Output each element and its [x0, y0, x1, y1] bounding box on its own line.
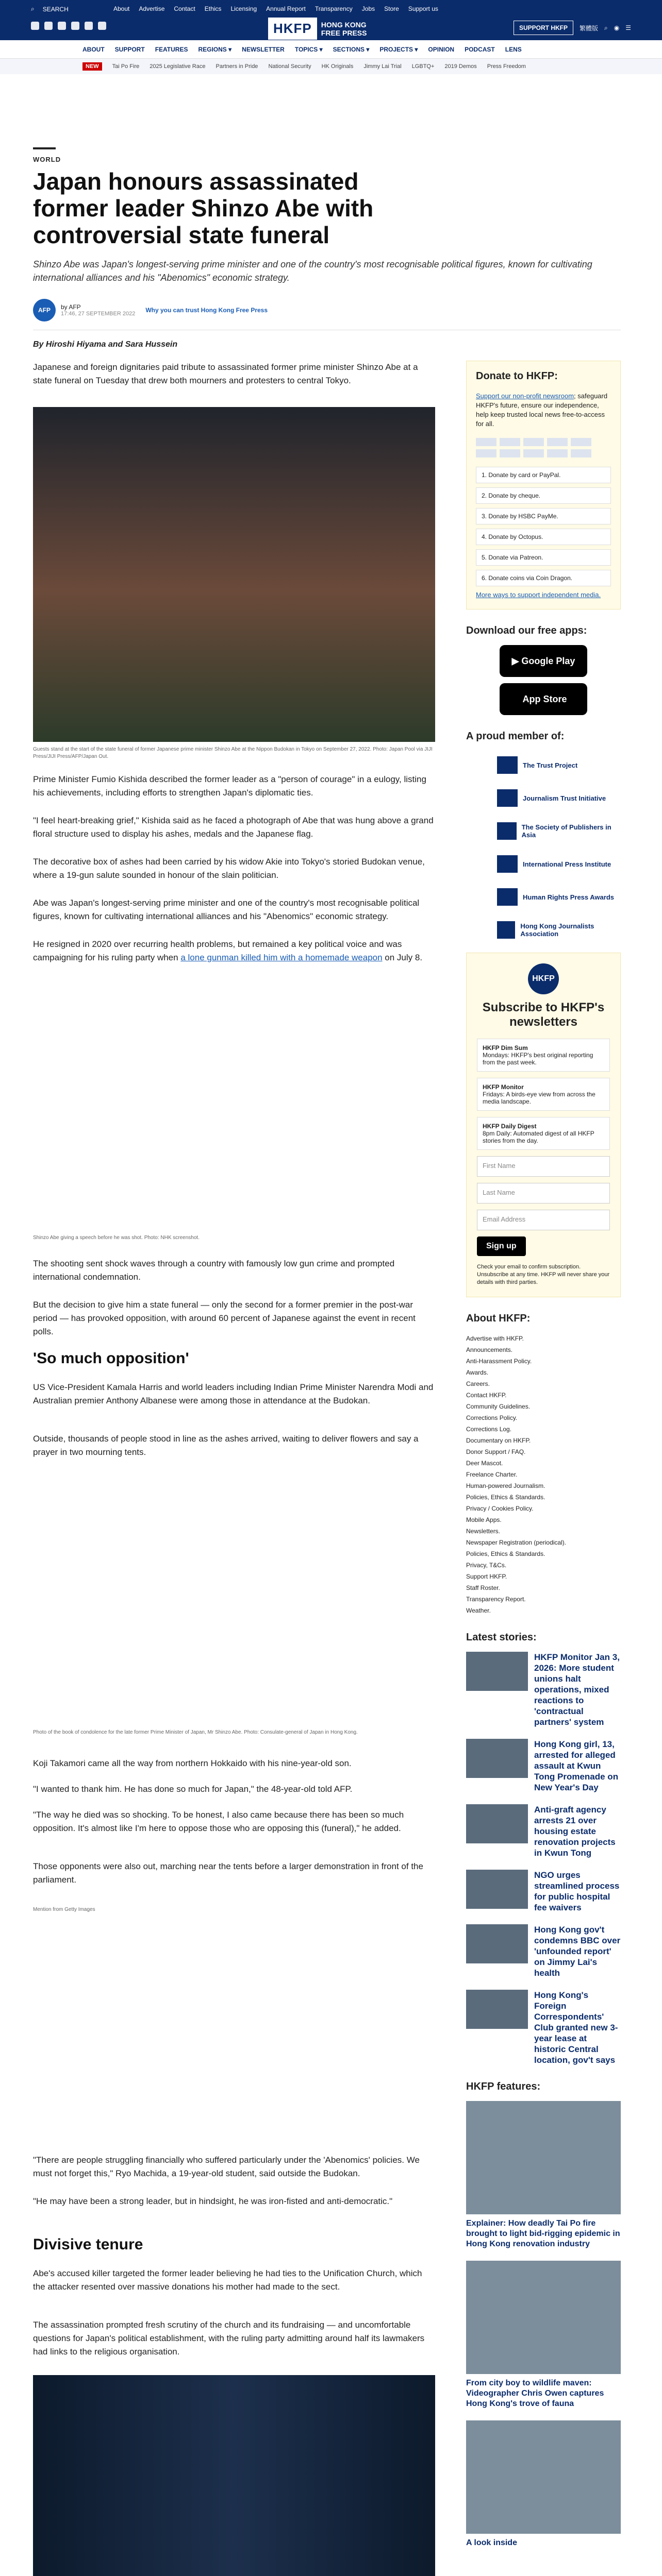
- kishida-photo: [33, 2375, 435, 2576]
- visa-icon: [500, 438, 520, 446]
- about-link[interactable]: Corrections Log.: [466, 1426, 512, 1433]
- feature-title[interactable]: Explainer: How deadly Tai Po fire brought to light bid-rigging epidemic in Hong Kong renovation industry: [466, 2219, 620, 2248]
- subnav-item[interactable]: Press Freedom: [487, 63, 526, 70]
- about-link[interactable]: Community Guidelines.: [466, 1403, 531, 1410]
- about-link[interactable]: Advertise with HKFP.: [466, 1335, 524, 1342]
- google-play-label: Google Play: [521, 655, 575, 666]
- x-icon[interactable]: [44, 22, 53, 30]
- user-icon[interactable]: ◉: [614, 24, 620, 31]
- top-link[interactable]: Advertise: [139, 5, 165, 12]
- site-logo[interactable]: [268, 18, 367, 40]
- member-logo[interactable]: [497, 755, 621, 775]
- about-link[interactable]: Support HKFP.: [466, 1573, 507, 1580]
- story-title[interactable]: Anti-graft agency arrests 21 over housing estate renovation projects in Kwun Tong: [534, 1805, 616, 1858]
- google-play-button[interactable]: ▶ Google Play: [500, 645, 587, 677]
- features-section: [466, 2081, 621, 2548]
- byline-text: [61, 303, 135, 317]
- photo-caption: Guests stand at the start of the state funeral of former Japanese prime minister Shinzo Abe at the Nippon Budokan in Tokyo on September 27, 2022. Photo: Japan Pool via JIJI Press/JIJI Press/AFP/Japan Out.: [33, 747, 433, 759]
- about-link[interactable]: Awards.: [466, 1369, 489, 1376]
- search-icon[interactable]: ⌕: [31, 5, 35, 12]
- section-heading: 'So much opposition': [33, 1350, 189, 1367]
- donate-option[interactable]: 4. Donate by Octopus.: [476, 529, 611, 545]
- main-nav: [0, 40, 662, 59]
- about-list: [466, 1333, 621, 1616]
- member-name: Hong Kong Journalists Association: [520, 922, 594, 938]
- jti-icon: [497, 789, 518, 807]
- about-link[interactable]: Donor Support / FAQ.: [466, 1448, 526, 1455]
- about-link[interactable]: Anti-Harassment Policy.: [466, 1358, 532, 1365]
- newsletter-box: [466, 953, 621, 1297]
- publish-date: 17:46, 27 SEPTEMBER 2022: [61, 311, 136, 317]
- donate-option[interactable]: 1. Donate by card or PayPal.: [476, 467, 611, 483]
- paragraph: But the decision to give him a state funeral — only the second for a former premier in the post-war period — has provoked opposition, with around 60 percent of Japanese against the event in recent polls.: [33, 1300, 416, 1336]
- section-heading: Divisive tenure: [33, 2236, 143, 2253]
- top-link[interactable]: Jobs: [361, 5, 375, 12]
- donate-option[interactable]: 2. Donate by cheque.: [476, 487, 611, 504]
- trust-project-icon: [497, 756, 518, 774]
- features-title: HKFP features:: [466, 2081, 541, 2092]
- feature-title[interactable]: A look inside: [466, 2538, 517, 2547]
- about-link[interactable]: Announcements.: [466, 1346, 513, 1353]
- instagram-icon[interactable]: [58, 22, 66, 30]
- paypal-icon: [571, 438, 591, 446]
- applepay-icon: [547, 438, 568, 446]
- newsletter-option[interactable]: [477, 1117, 610, 1150]
- member-title: A proud member of:: [466, 731, 565, 742]
- member-logo[interactable]: [497, 920, 621, 940]
- member-logo[interactable]: [497, 854, 621, 874]
- paragraph-text: on July 8.: [382, 953, 423, 962]
- mastercard-icon: [476, 438, 496, 446]
- article-link[interactable]: a lone gunman killed him with a homemade weapon: [180, 953, 383, 962]
- nav-item[interactable]: FEATURES: [155, 45, 188, 53]
- member-name: The Society of Publishers in Asia: [521, 823, 611, 839]
- payme-icon: [523, 449, 544, 457]
- member-logo[interactable]: [497, 788, 621, 808]
- byline: [33, 299, 268, 321]
- avatar: AFP: [33, 299, 56, 321]
- about-link[interactable]: Freelance Charter.: [466, 1471, 518, 1478]
- donate-title: Donate to HKFP:: [476, 370, 558, 382]
- newsletter-name: HKFP Dim Sum: [483, 1044, 528, 1052]
- story-title[interactable]: NGO urges streamlined process for public hospital fee waivers: [534, 1870, 620, 1912]
- about-link[interactable]: Human-powered Journalism.: [466, 1482, 545, 1489]
- member-logo[interactable]: [497, 887, 621, 907]
- page-title: Japan honours assassinated former leader Shinzo Abe with controversial state funeral: [33, 168, 374, 248]
- app-store-label: App Store: [522, 693, 567, 704]
- search-label[interactable]: SEARCH: [42, 5, 69, 13]
- subnav-item[interactable]: Partners in Pride: [216, 63, 258, 70]
- latest-story[interactable]: [466, 1870, 621, 1913]
- logo-line-2: FREE PRESS: [321, 28, 367, 37]
- new-badge: NEW: [82, 62, 102, 71]
- donate-desc: ; safeguard HKFP's future, ensure our independence, help keep trusted local news free-to-access for all.: [476, 392, 608, 428]
- top-link[interactable]: Store: [384, 5, 399, 12]
- hkfp-logo-icon: HKFP: [528, 963, 559, 994]
- nav-item[interactable]: LENS: [505, 45, 522, 53]
- top-link[interactable]: Annual Report: [266, 5, 306, 12]
- paragraph: The decorative box of ashes had been carried by his widow Akie into Tokyo's storied Budokan venue, where a 19-gun salute sounded in honour of the slain politician.: [33, 857, 425, 880]
- about-link[interactable]: Policies, Ethics & Standards.: [466, 1494, 545, 1501]
- paragraph: Prime Minister Fumio Kishida described the former leader as a "person of courage" in a eulogy, listing his achievements, including efforts to strengthen Japan's diplomatic ties.: [33, 774, 426, 798]
- about-link[interactable]: Contact HKFP.: [466, 1392, 507, 1399]
- paragraph: Abe's accused killer targeted the former leader believing he had ties to the Unification Church, which the attacker resented over massive donations his mother had made to the sect.: [33, 2268, 422, 2292]
- search-icon[interactable]: ⌕: [604, 24, 608, 31]
- logo-line-1: HONG KONG: [321, 20, 367, 29]
- paragraph: The shooting sent shock waves through a country with famously low gun crime and prompted international condemnation.: [33, 1259, 395, 1282]
- paragraph: The assassination prompted fresh scrutiny of the church and its fundraising — and uncomfortable questions for Japan's political establishment, with the ruling party admitting around half its lawmakers had links to the religious organisation.: [33, 2320, 425, 2357]
- about-link[interactable]: Staff Roster.: [466, 1584, 500, 1591]
- language-switch[interactable]: 繁體版: [580, 24, 599, 32]
- trust-link[interactable]: Why you can trust Hong Kong Free Press: [145, 307, 268, 314]
- subnav-item[interactable]: LGBTQ+: [411, 63, 435, 70]
- nav-item[interactable]: OPINION: [428, 45, 455, 53]
- app-store-button[interactable]: [500, 683, 587, 715]
- subnav-item[interactable]: Jimmy Lai Trial: [363, 63, 402, 70]
- paragraph: Abe was Japan's longest-serving prime minister and one of the country's most recognisable political figures, known for cultivating international alliances and his "Abenomics" economic strategy.: [33, 898, 420, 921]
- condolence-image: [33, 1473, 435, 1726]
- subnav-item[interactable]: National Security: [268, 63, 311, 70]
- about-section: [466, 1313, 621, 1616]
- paragraph: Those opponents were also out, marching near the tents before a larger demonstration in front of the parliament.: [33, 1861, 423, 1885]
- newsletter-desc: 8pm Daily: Automated digest of all HKFP stories from the day.: [483, 1130, 594, 1144]
- feature-image[interactable]: [466, 2101, 621, 2214]
- sidebar: [466, 361, 621, 2560]
- hkja-icon: [497, 921, 515, 939]
- category-label[interactable]: WORLD: [33, 156, 61, 163]
- ipi-icon: [497, 855, 518, 873]
- top-link[interactable]: Transparency: [315, 5, 353, 12]
- feature-image[interactable]: [466, 2420, 621, 2534]
- apps-title: Download our free apps:: [466, 625, 587, 636]
- kicker-rule: [33, 147, 56, 149]
- about-link[interactable]: Weather.: [466, 1607, 491, 1614]
- subnav-item[interactable]: Tai Po Fire: [112, 63, 140, 70]
- about-link[interactable]: Careers.: [466, 1380, 490, 1387]
- about-link[interactable]: Newsletters.: [466, 1528, 501, 1535]
- newsletter-name: HKFP Daily Digest: [483, 1123, 537, 1130]
- about-link[interactable]: Privacy / Cookies Policy.: [466, 1505, 534, 1512]
- story-title[interactable]: Hong Kong's Foreign Correspondents' Club granted new 3-year lease at historic Central location, gov't says: [534, 1990, 618, 2065]
- story-thumbnail[interactable]: [466, 1990, 528, 2029]
- member-name: International Press Institute: [523, 860, 611, 868]
- feature-story[interactable]: [466, 2420, 621, 2548]
- patreon-icon: [571, 449, 591, 457]
- about-title: About HKFP:: [466, 1313, 531, 1324]
- paragraph: "I wanted to thank him. He has done so much for Japan," the 48-year-old told AFP.: [33, 1784, 353, 1794]
- latest-story[interactable]: [466, 1652, 621, 1727]
- email-field[interactable]: Email Address: [477, 1210, 610, 1230]
- top-link[interactable]: Licensing: [230, 5, 257, 12]
- story-thumbnail[interactable]: [466, 1870, 528, 1909]
- logo-mark: HKFP: [268, 18, 317, 40]
- member-name: Human Rights Press Awards: [523, 893, 614, 901]
- nav-item[interactable]: SECTIONS ▾: [333, 45, 370, 53]
- menu-icon[interactable]: ☰: [625, 24, 631, 31]
- feature-story[interactable]: [466, 2101, 621, 2249]
- nav-item[interactable]: REGIONS ▾: [198, 45, 232, 53]
- about-link[interactable]: Privacy, T&Cs.: [466, 1562, 507, 1569]
- paragraph: "I feel heart-breaking grief," Kishida said as he faced a photograph of Abe that was hung above a grand floral structure used to display his ashes, medals and the Japanese flag.: [33, 816, 434, 839]
- top-search[interactable]: [31, 5, 69, 13]
- story-thumbnail[interactable]: [466, 1924, 528, 1963]
- story-thumbnail[interactable]: [466, 1739, 528, 1778]
- mail-icon[interactable]: [98, 22, 106, 30]
- story-thumbnail[interactable]: [466, 1652, 528, 1691]
- social-icons: [31, 22, 106, 30]
- amex-icon: [523, 438, 544, 446]
- about-link[interactable]: Deer Mascot.: [466, 1460, 503, 1467]
- unionpay-icon: [500, 449, 520, 457]
- about-link[interactable]: Mobile Apps.: [466, 1516, 502, 1523]
- paragraph: "There are people struggling financially who suffered particularly under the 'Abenomics' policies. We must not forget this," Ryo Machida, a 19-year-old student, said outside the Budokan.: [33, 2155, 420, 2178]
- story-title[interactable]: Hong Kong girl, 13, arrested for alleged assault at Kwun Tong Promenade on New Year's Day: [534, 1739, 619, 1792]
- support-button[interactable]: SUPPORT HKFP: [514, 21, 573, 35]
- about-link[interactable]: Corrections Policy.: [466, 1414, 518, 1421]
- subnav-item[interactable]: 2025 Legislative Race: [150, 63, 206, 70]
- features-list: [466, 2101, 621, 2548]
- about-link[interactable]: Newspaper Registration (periodical).: [466, 1539, 567, 1546]
- newsletter-option[interactable]: [477, 1039, 610, 1072]
- feature-title[interactable]: From city boy to wildlife maven: Videographer Chris Owen captures Hong Kong's trove of fauna: [466, 2379, 604, 2408]
- subnav-item[interactable]: HK Originals: [321, 63, 354, 70]
- ad-space: [33, 1922, 435, 2148]
- donate-option[interactable]: 3. Donate by HSBC PayMe.: [476, 508, 611, 524]
- paragraph: Outside, thousands of people stood in line as the ashes arrived, waiting to deliver flowers and say a prayer in two mourning tents.: [33, 1434, 419, 1457]
- about-link[interactable]: Transparency Report.: [466, 1596, 526, 1603]
- latest-story[interactable]: [466, 1990, 621, 2065]
- story-title[interactable]: HKFP Monitor Jan 3, 2026: More student unions halt operations, mixed reactions to 'contractual partners' system: [534, 1652, 620, 1727]
- newsletter-desc: Fridays: A birds-eye view from across the media landscape.: [483, 1091, 595, 1105]
- paragraph: Koji Takamori came all the way from northern Hokkaido with his nine-year-old son.: [33, 1758, 352, 1768]
- threads-icon[interactable]: [71, 22, 79, 30]
- newsletter-option[interactable]: [477, 1078, 610, 1111]
- donate-option[interactable]: 5. Donate via Patreon.: [476, 549, 611, 566]
- nav-item[interactable]: PODCAST: [465, 45, 495, 53]
- story-title[interactable]: Hong Kong gov't condemns BBC over 'unfounded report' on Jimmy Lai's health: [534, 1925, 621, 1978]
- story-thumbnail[interactable]: [466, 1804, 528, 1843]
- member-name: The Trust Project: [523, 761, 578, 769]
- octopus-icon: [547, 449, 568, 457]
- paragraph: US Vice-President Kamala Harris and world leaders including Indian Prime Minister Narendra Modi and Australian premier Anthony Albanese were among those in attendance at the Budokan.: [33, 1382, 434, 1405]
- member-name: Journalism Trust Initiative: [523, 794, 606, 802]
- ad-caption: Mention from Getty Images: [33, 1907, 95, 1912]
- photo-caption: Shinzo Abe giving a speech before he was shot. Photo: NHK screenshot.: [33, 1235, 200, 1241]
- nav-item[interactable]: PROJECTS ▾: [379, 45, 418, 53]
- top-link[interactable]: Contact: [174, 5, 195, 12]
- youtube-icon[interactable]: [85, 22, 93, 30]
- latest-story[interactable]: [466, 1739, 621, 1793]
- photo-caption: Photo of the book of condolence for the late former Prime Minister of Japan, Mr Shinzo Abe. Photo: Consulate-general of Japan in Hong Kong.: [33, 1730, 358, 1735]
- latest-story[interactable]: [466, 1924, 621, 1978]
- paragraph: "The way he died was so shocking. To be honest, I also came because there has been so much opposition. It's almost like I'm here to oppose those who are opposing this (funeral)," he added.: [33, 1810, 404, 1833]
- donate-box: [466, 361, 621, 609]
- latest-list: [466, 1652, 621, 2065]
- about-link[interactable]: Documentary on HKFP.: [466, 1437, 531, 1444]
- latest-story[interactable]: [466, 1804, 621, 1858]
- donate-link[interactable]: Support our non-profit newsroom: [476, 392, 574, 400]
- top-bar: [0, 0, 662, 40]
- googlepay-icon: [476, 449, 496, 457]
- top-links: [113, 5, 438, 12]
- donate-option[interactable]: 6. Donate coins via Coin Dragon.: [476, 570, 611, 586]
- last-name-field[interactable]: Last Name: [477, 1183, 610, 1204]
- facebook-icon[interactable]: [31, 22, 39, 30]
- top-right: [514, 21, 631, 35]
- sub-nav: [0, 59, 662, 74]
- top-link[interactable]: Support us: [408, 5, 438, 12]
- author-name[interactable]: by AFP: [61, 303, 81, 311]
- latest-section: [466, 1632, 621, 2065]
- feature-story[interactable]: [466, 2261, 621, 2409]
- newsletter-desc: Mondays: HKFP's best original reporting from the past week.: [483, 1052, 593, 1066]
- authors: By Hiroshi Hiyama and Sara Hussein: [33, 340, 178, 349]
- paragraph: [33, 938, 435, 964]
- subnav-item[interactable]: 2019 Demos: [444, 63, 477, 70]
- nav-item[interactable]: SUPPORT: [114, 45, 145, 53]
- funeral-photo: [33, 407, 435, 742]
- payment-icons: [476, 438, 611, 457]
- member-logos: [466, 755, 621, 940]
- app-buttons: [466, 645, 621, 715]
- abe-speech-image: [33, 989, 435, 1231]
- nav-item[interactable]: ABOUT: [82, 45, 105, 53]
- paragraph: "He may have been a strong leader, but in hindsight, he was iron-fisted and anti-democratic.": [33, 2196, 393, 2206]
- newsletter-title: Subscribe to HKFP's newsletters: [482, 1001, 605, 1029]
- top-link[interactable]: About: [113, 5, 130, 12]
- latest-title: Latest stories:: [466, 1632, 537, 1643]
- sopa-icon: [497, 822, 517, 840]
- standfirst: Shinzo Abe was Japan's longest-serving prime minister and one of the country's most recognisable political figures, known for cultivating international alliances and his "Abenomics" economic strategy.: [33, 259, 592, 283]
- first-name-field[interactable]: First Name: [477, 1156, 610, 1177]
- top-link[interactable]: Ethics: [204, 5, 222, 12]
- paragraph-text: He resigned in 2020 over recurring health problems, but remained a key political voice and was campaigning for his ruling party when: [33, 939, 402, 962]
- newsletter-note: Check your email to confirm subscription. Unsubscribe at any time. HKFP will never share your details with third parties.: [477, 1264, 610, 1285]
- about-link[interactable]: Policies, Ethics & Standards.: [466, 1550, 545, 1557]
- newsletter-name: HKFP Monitor: [483, 1083, 524, 1091]
- nav-item[interactable]: NEWSLETTER: [242, 45, 285, 53]
- member-logo[interactable]: [497, 821, 621, 841]
- nav-item[interactable]: TOPICS ▾: [294, 45, 323, 53]
- logo-text: [321, 21, 367, 37]
- signup-button[interactable]: Sign up: [477, 1236, 526, 1256]
- more-ways-link[interactable]: More ways to support independent media.: [476, 591, 601, 599]
- paragraph: Japanese and foreign dignitaries paid tribute to assassinated former prime minister Shinzo Abe at a state funeral on Tuesday that drew both mourners and protesters to central Tokyo.: [33, 362, 418, 385]
- feature-image[interactable]: [466, 2261, 621, 2374]
- hrpa-icon: [497, 888, 518, 906]
- donate-text: [476, 392, 611, 429]
